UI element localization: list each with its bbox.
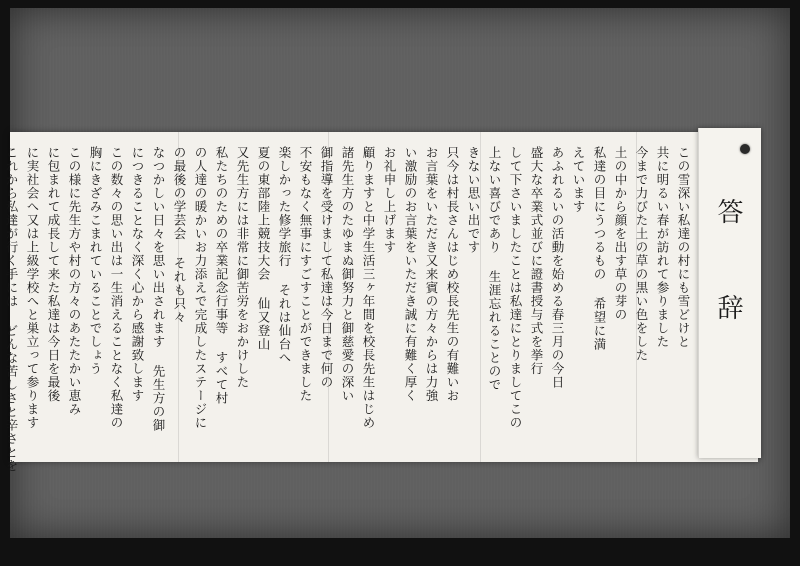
- text-column: これから私達が行く手には どんな苦しさと辛さとを: [4, 146, 19, 473]
- text-column: えています: [571, 146, 586, 214]
- text-column: 胸にきざみこまれていることでしょう: [88, 146, 103, 376]
- title-panel: [698, 128, 761, 458]
- text-column: の最後の学芸会 それも只々: [172, 146, 187, 324]
- text-column: 諸先生方のたゆまぬ御努力と御慈愛の深い: [340, 146, 355, 403]
- text-column: 御指導を受けまして私達は今日まで何の: [319, 146, 334, 389]
- text-column: に包まれて成長して来た私達は今日を最後: [46, 146, 61, 403]
- text-column: [0, 146, 1, 446]
- text-column: なつかしい日々を思い出されます 先生方の御: [151, 146, 166, 432]
- text-column: 又先生方には非常に御苦労をおかけした: [235, 146, 250, 389]
- text-column: して下さいましたことは私達にとりましてこの: [508, 146, 523, 430]
- pin-icon: [740, 144, 750, 154]
- text-column: 私達の目にうつるもの 希望に満: [592, 146, 607, 351]
- text-column: お言葉をいただき又来賓の方々からは力強: [424, 146, 439, 403]
- text-column: あふれるいの活動を始める春三月の今日: [550, 146, 565, 389]
- text-column: につきることなく深く心から感謝致します: [130, 146, 145, 403]
- text-column: の人達の暖かいお力添えで完成したステージに: [193, 146, 208, 430]
- text-column: い激励のお言葉をいただき誠に有難く厚く: [403, 146, 418, 403]
- text-column: 夏の東部陸上競技大会 仙又登山: [256, 146, 271, 351]
- document-title: 答 辞: [713, 198, 743, 340]
- text-column: 上ない喜びであり 生涯忘れることので: [487, 146, 502, 392]
- text-column: この雪深い私達の村にも雪どけと: [676, 146, 691, 349]
- text-column: 楽しかった修学旅行 それは仙台へ: [277, 146, 292, 365]
- text-column: この数々の思い出は一生消えることなく私達の: [109, 146, 124, 430]
- text-column: 顧りますと中学生活三ヶ年間を校長先生はじめ: [361, 146, 376, 430]
- text-column: 今まで力びた土の草の黒い色をした: [634, 146, 649, 362]
- text-column: 私たちのための卒業記念行事等 すべて村: [214, 146, 229, 405]
- text-column: 不安もなく無事にすごすことができました: [298, 146, 313, 403]
- text-column: に実社会へ又は上級学校へと巣立って参ります: [25, 146, 40, 430]
- document-body: [4, 146, 694, 473]
- text-column: 盛大な卒業式並びに證書授与式を挙行: [529, 146, 544, 376]
- text-column: 土の中から顔を出す草の芽の: [613, 146, 628, 322]
- text-column: きない思い出です: [466, 146, 481, 254]
- text-column: 只今は村長さんはじめ校長先生の有難いお: [445, 146, 460, 403]
- text-column: この様に先生方や村の方々のあたたかい恵み: [67, 146, 82, 416]
- text-column: お礼申し上げます: [382, 146, 397, 254]
- text-column: 共に明るい春が訪れて参りました: [655, 146, 670, 349]
